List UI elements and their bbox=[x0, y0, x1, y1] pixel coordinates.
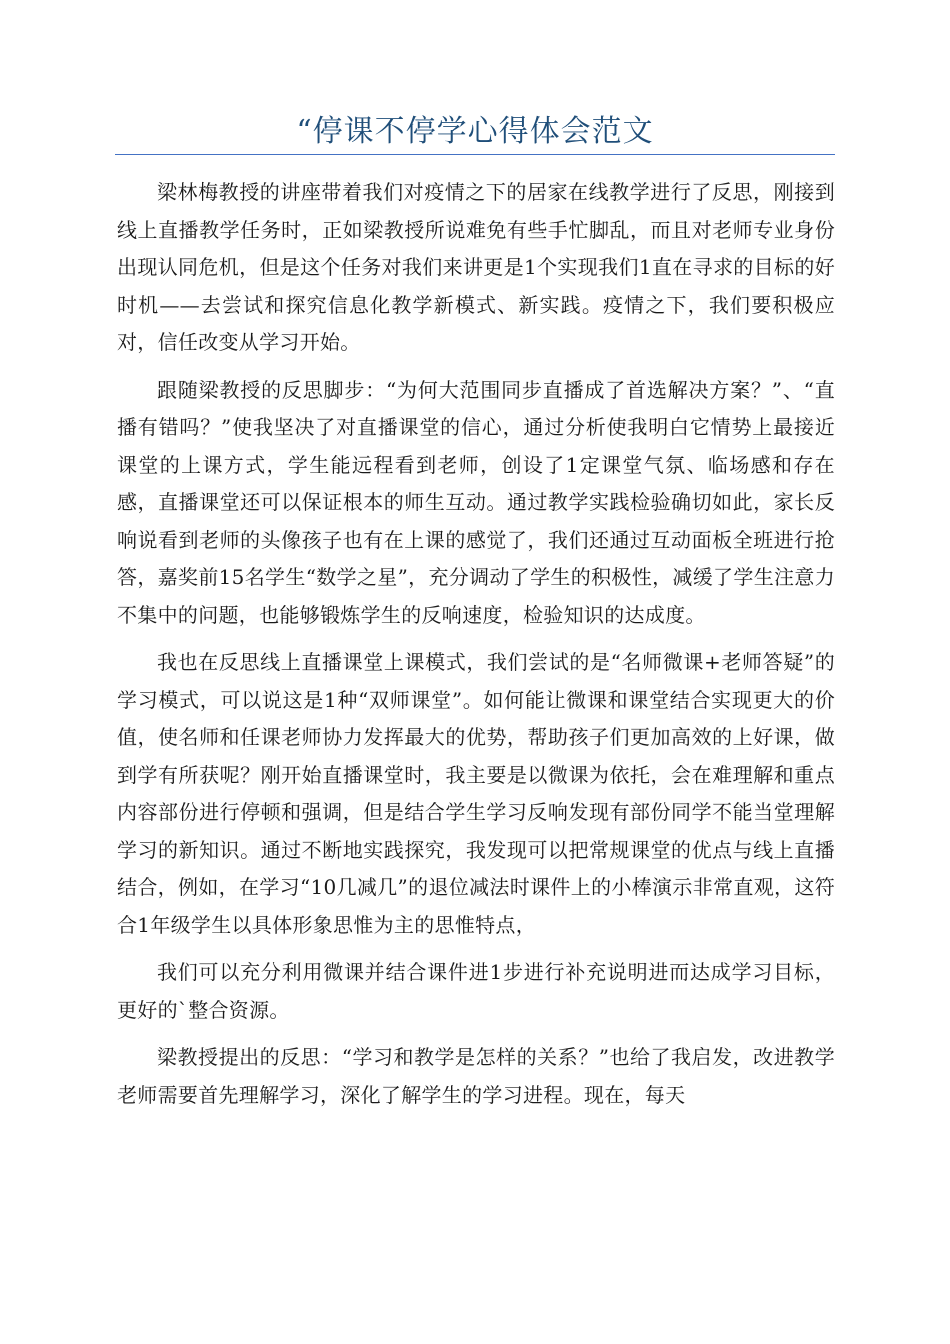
paragraph-3: 我也在反思线上直播课堂上课模式，我们尝试的是“名师微课+老师答疑”的学习模式，可以说这是1种“双师课堂”。如何能让微课和课堂结合实现更大的价值，使名师和任课老师协力发挥最大的优势，帮助孩子们更加高效的上好课，做到学有所获呢？刚开始直播课堂时，我主要是以微课为依托，会在难理解和重点内容部份进行停顿和强调，但是结合学生学习反响发现有部份同学不能当堂理解学习的新知识。通过不断地实践探究，我发现可以把常规课堂的优点与线上直播结合，例如，在学习“10几减几”的退位减法时课件上的小棒演示非常直观，这符合1年级学生以具体形象思惟为主的思惟特点， bbox=[117, 650, 835, 937]
paragraph-2: 跟随梁教授的反思脚步：“为何大范围同步直播成了首选解决方案？”、“直播有错吗？”使我坚决了对直播课堂的信心，通过分析使我明白它情势上最接近课堂的上课方式，学生能远程看到老师，创设了1定课堂气氛、临场感和存在感，直播课堂还可以保证根本的师生互动。通过教学实践检验确切如此，家长反响说看到老师的头像孩子也有在上课的感觉了，我们还通过互动面板全班进行抢答，嘉奖前15名学生“数学之星”，充分调动了学生的积极性，减缓了学生注意力不集中的问题，也能够锻炼学生的反响速度，检验知识的达成度。 bbox=[117, 377, 835, 627]
paragraph-4: 我们可以充分利用微课并结合课件进1步进行补充说明进而达成学习目标，更好的`整合资源。 bbox=[117, 960, 835, 1022]
title-underline bbox=[115, 154, 835, 155]
paragraph-5: 梁教授提出的反思：“学习和教学是怎样的关系？”也给了我启发，改进教学老师需要首先理解学习，深化了解学生的学习进程。现在，每天 bbox=[117, 1045, 835, 1107]
document-title: “停课不停学心得体会范文 bbox=[296, 114, 654, 149]
paragraph-1: 梁林梅教授的讲座带着我们对疫情之下的居家在线教学进行了反思，刚接到线上直播教学任务时，正如梁教授所说难免有些手忙脚乱，而且对老师专业身份出现认同危机，但是这个任务对我们来讲更是1个实现我们1直在寻求的目标的好时机——去尝试和探究信息化教学新模式、新实践。疫情之下，我们要积极应对，信任改变从学习开始。 bbox=[117, 180, 835, 354]
document-body bbox=[117, 174, 835, 1124]
